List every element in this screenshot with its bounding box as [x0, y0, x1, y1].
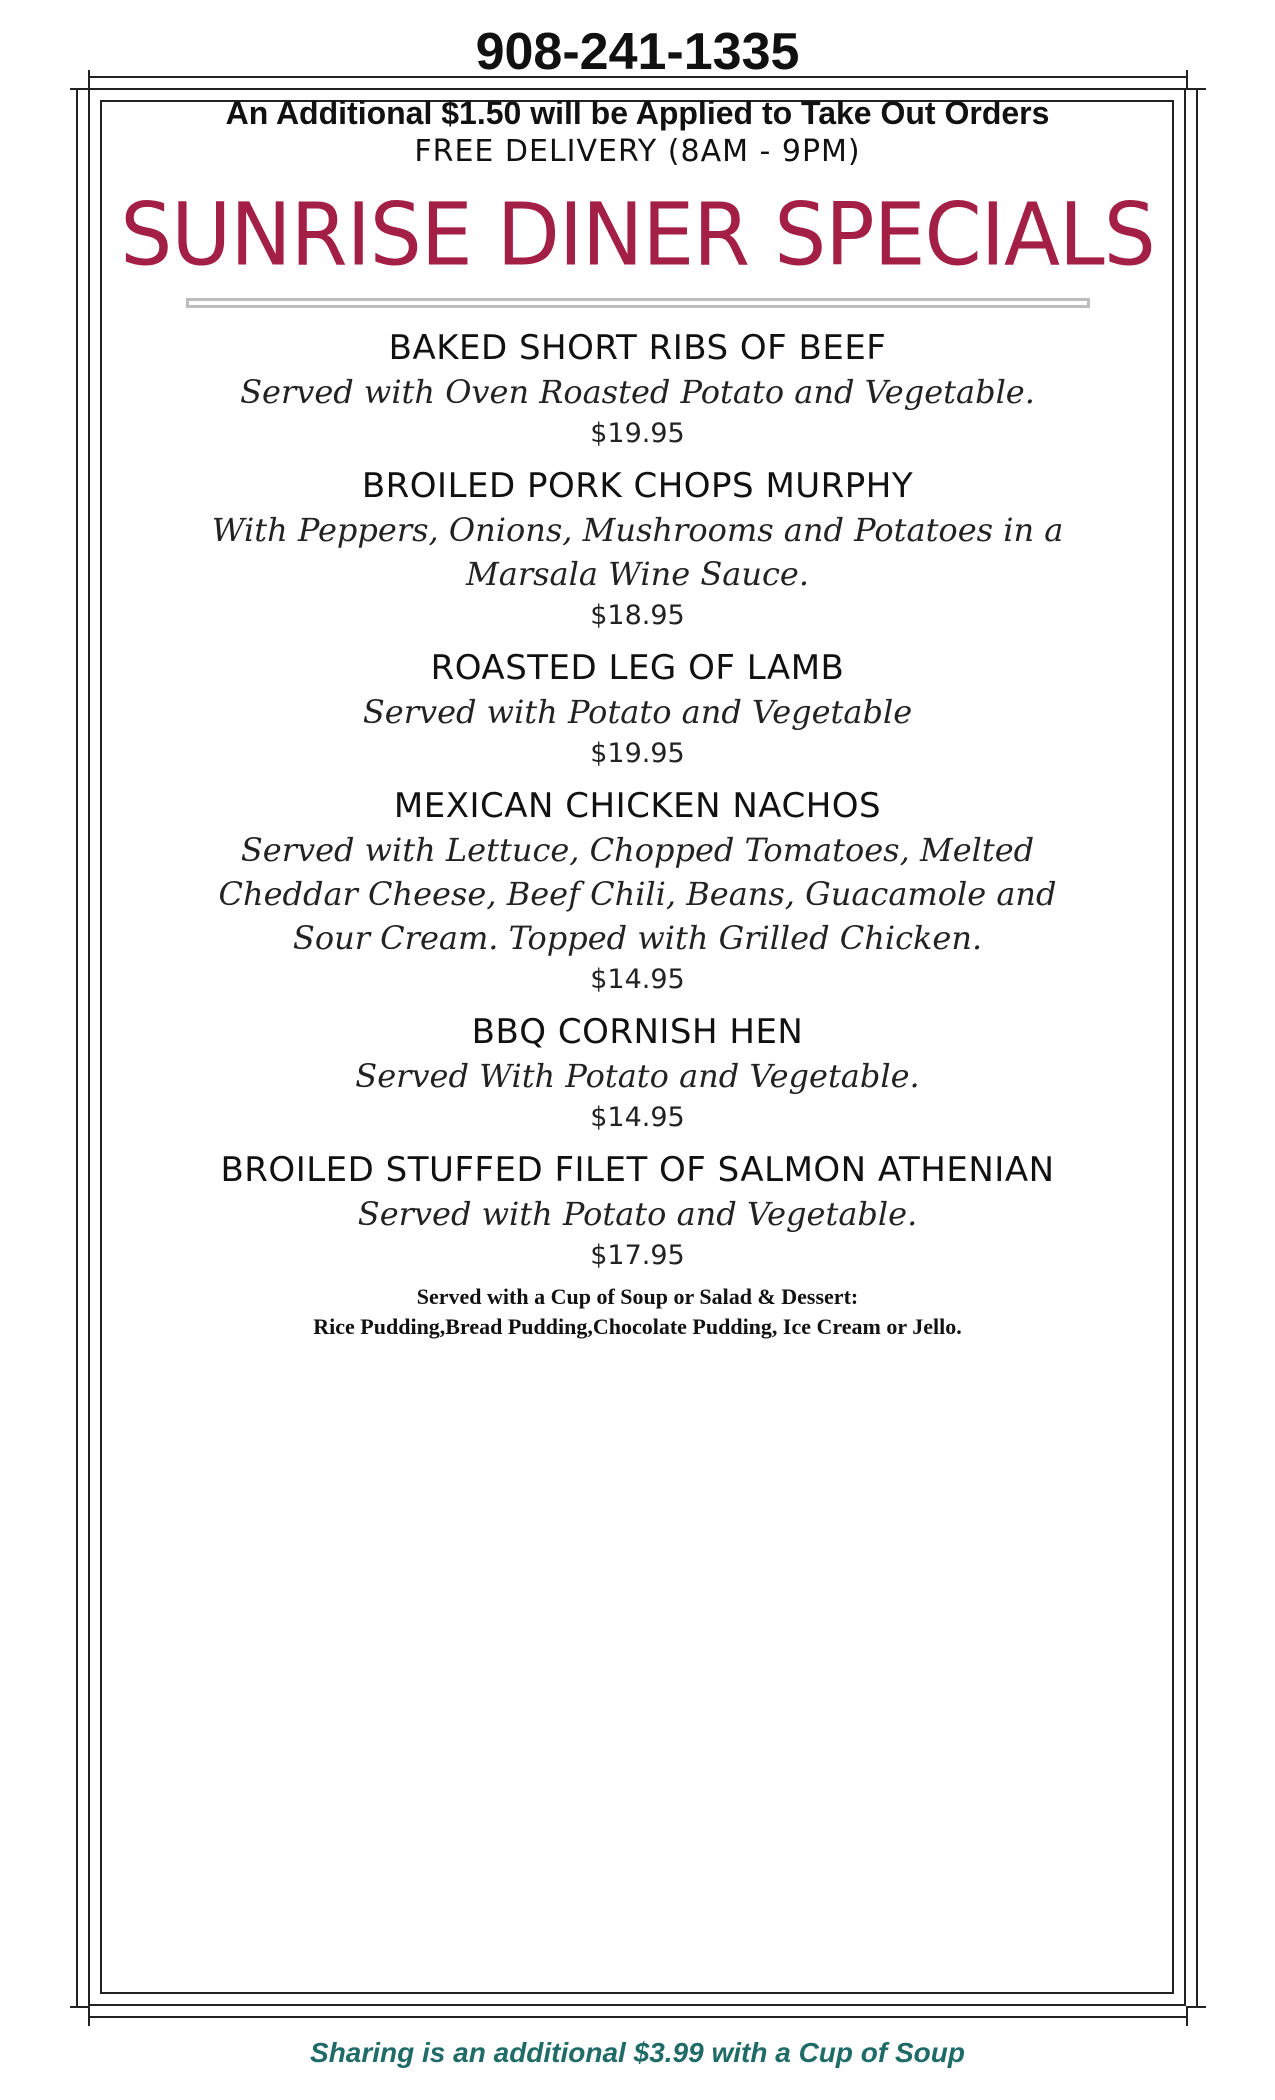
delivery-notice: FREE DELIVERY (8AM - 9PM)	[414, 134, 861, 169]
item-name: BBQ CORNISH HEN	[471, 1012, 804, 1052]
title-divider	[186, 298, 1090, 308]
item-name: BAKED SHORT RIBS OF BEEF	[388, 328, 887, 368]
menu-item	[110, 784, 1165, 1000]
item-price: $19.95	[590, 738, 685, 769]
menu-item	[110, 1010, 1165, 1138]
item-description: Served with Lettuce, Chopped Tomatoes, Melted Cheddar Cheese, Beef Chili, Beans, Guacamole and Sour Cream. Topped with Grilled Chicken.	[218, 831, 1057, 957]
sharing-note: Sharing is an additional $3.99 with a Cup of Soup	[310, 2037, 965, 2068]
frame-corner-bottom-left	[70, 2006, 90, 2026]
item-name: BROILED STUFFED FILET OF SALMON ATHENIAN	[220, 1150, 1055, 1190]
menu-item	[110, 1148, 1165, 1276]
included-sides-line2: Rice Pudding,Bread Pudding,Chocolate Pudding, Ice Cream or Jello.	[313, 1314, 962, 1339]
item-description: Served with Potato and Vegetable	[362, 693, 913, 731]
frame-corner-top-right	[1186, 70, 1206, 90]
item-price: $19.95	[590, 418, 685, 449]
item-description: Served With Potato and Vegetable.	[355, 1057, 920, 1095]
item-name: ROASTED LEG OF LAMB	[430, 648, 845, 688]
takeout-notice: An Additional $1.50 will be Applied to Take Out Orders	[225, 95, 1050, 131]
item-price: $14.95	[590, 1102, 685, 1133]
item-description: Served with Oven Roasted Potato and Vegetable.	[240, 373, 1035, 411]
specials-list	[110, 326, 1165, 1286]
included-sides-note	[110, 1282, 1165, 1342]
frame-corner-bottom-right	[1186, 2006, 1206, 2026]
page-title: SUNRISE DINER SPECIALS	[120, 185, 1155, 286]
item-price: $17.95	[590, 1240, 685, 1271]
item-price: $14.95	[590, 964, 685, 995]
item-price: $18.95	[590, 600, 685, 631]
item-description: Served with Potato and Vegetable.	[357, 1195, 918, 1233]
menu-item	[110, 326, 1165, 454]
phone-number: 908-241-1335	[475, 23, 800, 81]
menu-item	[110, 464, 1165, 636]
item-description: With Peppers, Onions, Mushrooms and Potatoes in a Marsala Wine Sauce.	[211, 511, 1064, 593]
frame-corner-top-left	[70, 70, 90, 90]
item-name: MEXICAN CHICKEN NACHOS	[393, 786, 882, 826]
included-sides-line1: Served with a Cup of Soup or Salad & Dessert:	[416, 1284, 859, 1309]
item-name: BROILED PORK CHOPS MURPHY	[361, 466, 914, 506]
menu-item	[110, 646, 1165, 774]
